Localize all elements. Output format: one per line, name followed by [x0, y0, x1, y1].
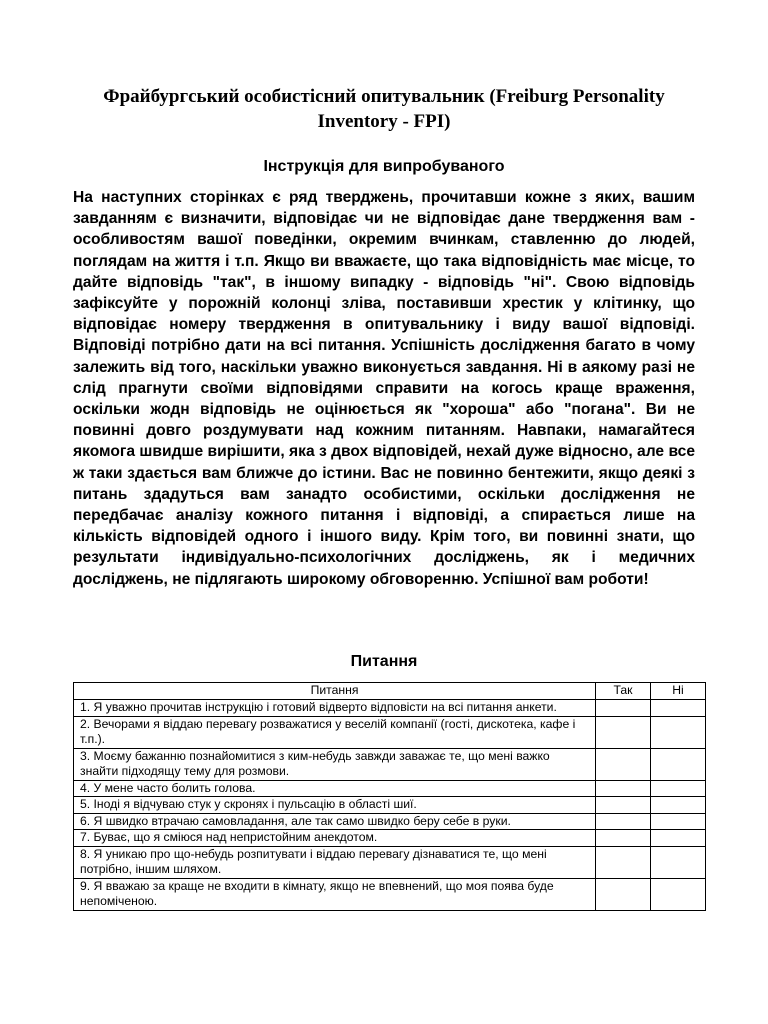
instructions-text: На наступних сторінках є ряд тверджень, прочитавши кожне з яких, вашим завданням є визначити, відповідає чи не відповідає дане твердження вам - особливостям вашої поведінки, окремим вчинкам, ставленню до людей, поглядам на життя і т.п. Якщо ви вважаєте, що така відповідність має місце, то дайте відповідь "так", в іншому випадку - відповідь "ні". Свою відповідь зафіксуйте у порожній колонці зліва, поставивши хрестик у клітинку, що відповідає номеру твердження в опитувальнику і виду вашої відповіді. Відповіді потрібно дати на всі питання. Успішність дослідження багато в чому залежить від того, наскільки уважно виконується завдання. Ні в аякому разі не слід прагнути своїми відповідями справити на когось краще враження, оскільки жодн відповідь не оцінюється як "хороша" або "погана". Ви не повинні довго роздумувати над кожним питанням. Навпаки, намагайтеся якомога швидше вирішити, яка з двох відповідей, нехай дуже відносно, але все ж таки здається вам ближче до істини. Вас не повинно бентежити, якщо деякі з питань здадуться вам занадто особистими, оскільки дослідження не передбачає аналізу кожного питання і відповіді, а спирається лише на кількість відповідей одного і іншого виду. Крім того, ви повинні знати, що результати індивідуально-психологічних досліджень, як і медичних досліджень, не підлягають широкому обговоренню. Успішної вам роботи!	[73, 189, 695, 588]
answer-yes-cell[interactable]	[596, 700, 651, 717]
answer-no-cell[interactable]	[651, 700, 706, 717]
answer-no-cell[interactable]	[651, 780, 706, 797]
question-text: 4. У мене часто болить голова.	[74, 780, 596, 797]
table-row	[74, 813, 706, 830]
answer-yes-cell[interactable]	[596, 797, 651, 814]
answer-no-cell[interactable]	[651, 830, 706, 847]
table-row	[74, 878, 706, 910]
question-text: 1. Я уважно прочитав інструкцію і готовий відверто відповісти на всі питання анкети.	[74, 700, 596, 717]
table-row	[74, 748, 706, 780]
answer-no-cell[interactable]	[651, 748, 706, 780]
question-text: 3. Моєму бажанню познайомитися з ким-небудь завжди заважає те, що мені важко знайти підходящу тему для розмови.	[74, 748, 596, 780]
answer-yes-cell[interactable]	[596, 846, 651, 878]
table-row	[74, 780, 706, 797]
question-text: 8. Я уникаю про що-небудь розпитувати і віддаю перевагу дізнаватися те, що мені потрібно, іншим шляхом.	[74, 846, 596, 878]
question-text: 9. Я вважаю за краще не входити в кімнату, якщо не впевнений, що моя поява буде непоміченою.	[74, 878, 596, 910]
table-header-row	[74, 683, 706, 700]
table-row	[74, 830, 706, 847]
answer-yes-cell[interactable]	[596, 830, 651, 847]
table-row	[74, 846, 706, 878]
answer-yes-cell[interactable]	[596, 716, 651, 748]
answer-no-cell[interactable]	[651, 813, 706, 830]
answer-yes-cell[interactable]	[596, 780, 651, 797]
document-title: Фрайбургський особистісний опитувальник (Freiburg Personality Inventory - FPI)	[103, 86, 665, 132]
answer-yes-cell[interactable]	[596, 878, 651, 910]
answer-no-cell[interactable]	[651, 878, 706, 910]
table-row	[74, 716, 706, 748]
instructions-heading: Інструкція для випробуваного	[263, 158, 505, 175]
answer-yes-cell[interactable]	[596, 748, 651, 780]
question-text: 7. Буває, що я сміюся над непристойним анекдотом.	[74, 830, 596, 847]
answer-yes-cell[interactable]	[596, 813, 651, 830]
table-row	[74, 700, 706, 717]
column-header-question: Питання	[74, 683, 596, 700]
answer-no-cell[interactable]	[651, 716, 706, 748]
question-text: 2. Вечорами я віддаю перевагу розважатися у веселій компанії (гості, дискотека, кафе і т.п.).	[74, 716, 596, 748]
questions-table	[73, 682, 706, 911]
column-header-no: Ні	[651, 683, 706, 700]
table-row	[74, 797, 706, 814]
answer-no-cell[interactable]	[651, 797, 706, 814]
answer-no-cell[interactable]	[651, 846, 706, 878]
column-header-yes: Так	[596, 683, 651, 700]
question-text: 6. Я швидко втрачаю самовладання, але так само швидко беру себе в руки.	[74, 813, 596, 830]
question-text: 5. Іноді я відчуваю стук у скронях і пульсацію в області шиї.	[74, 797, 596, 814]
questions-heading: Питання	[350, 653, 418, 670]
